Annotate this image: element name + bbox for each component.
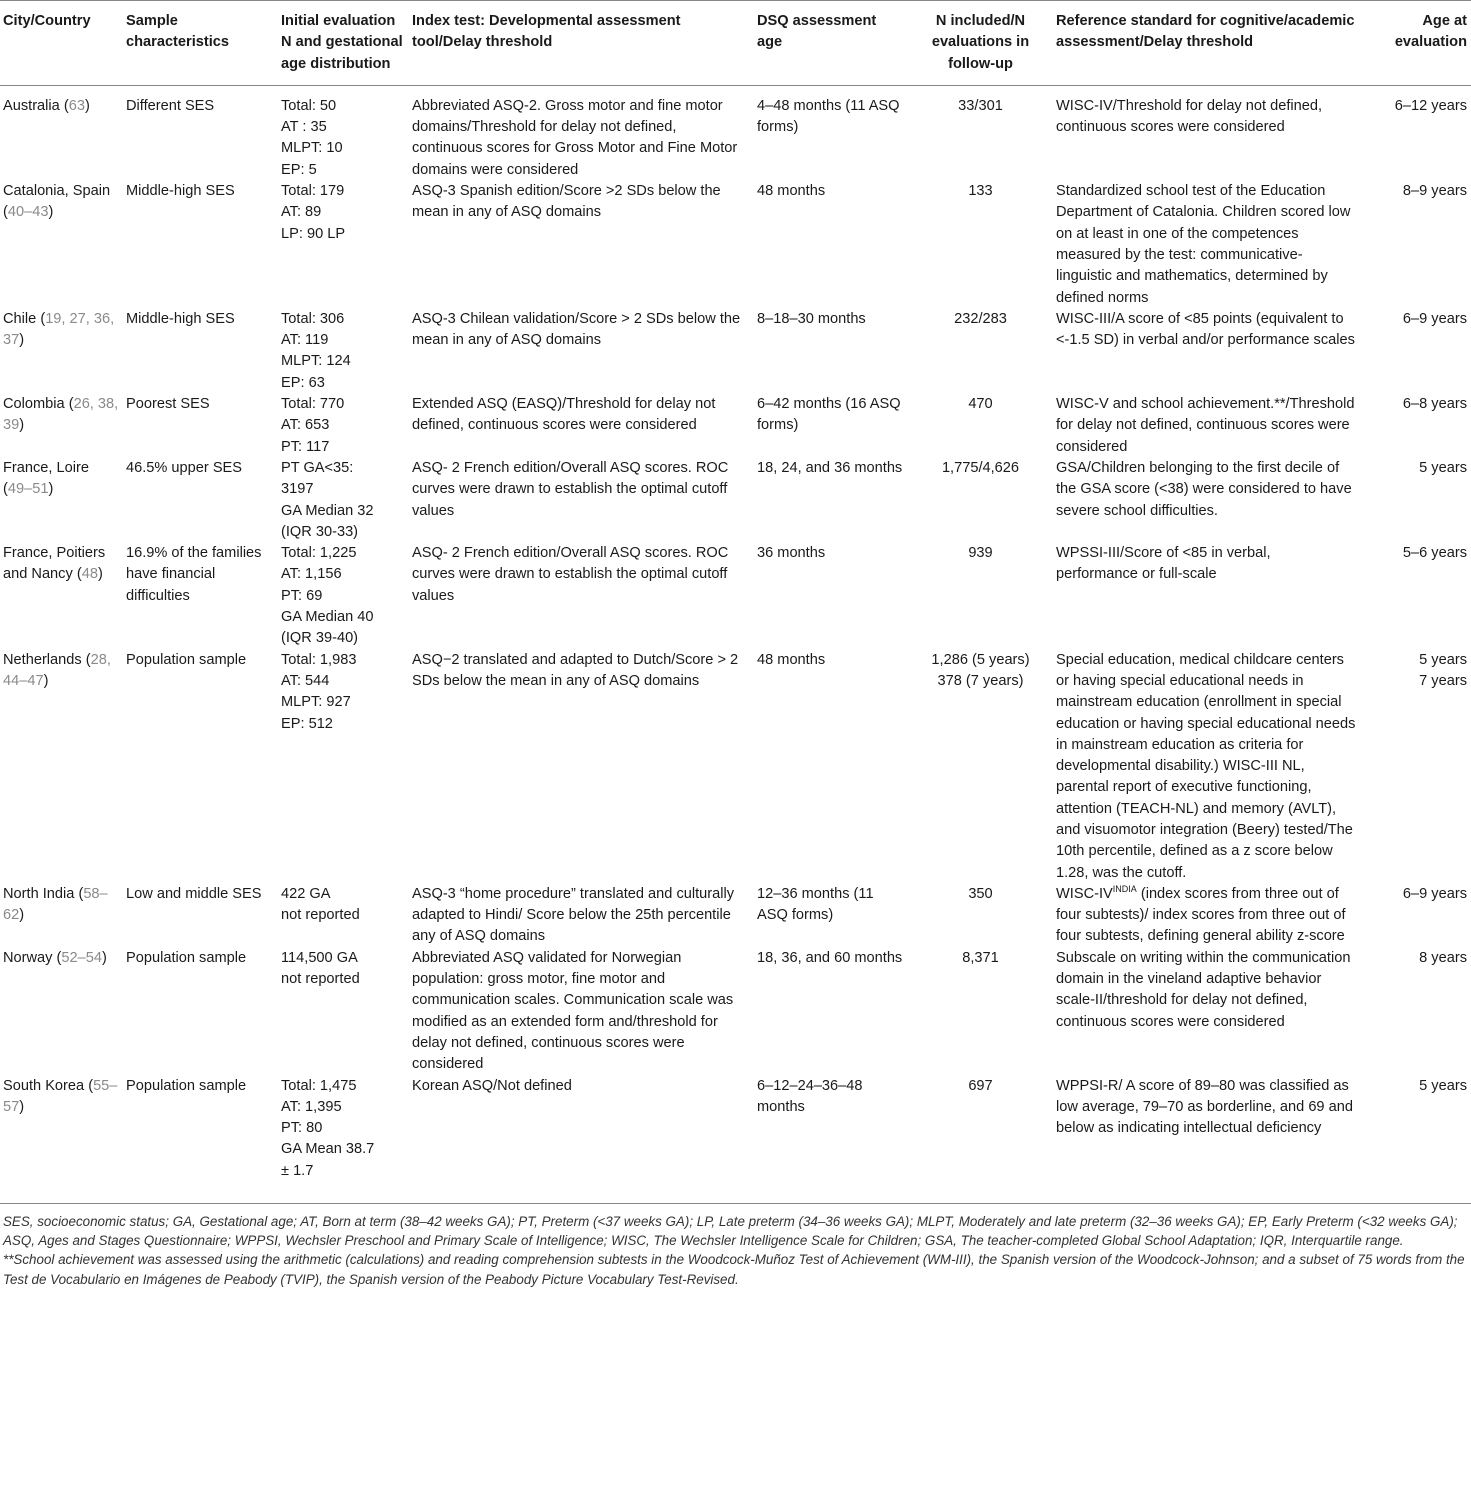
table-body bbox=[0, 85, 1471, 1203]
cell-initial bbox=[278, 181, 409, 309]
cell-n bbox=[909, 181, 1053, 309]
cell-ref bbox=[1053, 309, 1360, 394]
citation-refs: 55–57 bbox=[3, 1077, 118, 1115]
n-line: 232/283 bbox=[954, 310, 1007, 327]
dsq-text: 6–12–24–36–48 months bbox=[757, 1077, 863, 1115]
header-ref: Reference standard for cognitive/academic assessment/Delay threshold bbox=[1056, 13, 1355, 51]
cell-dsq bbox=[754, 650, 909, 884]
cell-index bbox=[409, 1076, 754, 1203]
table-row bbox=[0, 1076, 1471, 1203]
city-name: North India bbox=[3, 885, 75, 902]
n-line: 1,775/4,626 bbox=[941, 459, 1020, 476]
cell-index bbox=[409, 543, 754, 649]
city-name: Norway bbox=[3, 949, 53, 966]
citation-refs: 40–43 bbox=[7, 204, 49, 221]
initial-line: 3197 bbox=[281, 481, 314, 498]
citation-refs: 19, 27, 36, 37 bbox=[3, 310, 115, 349]
initial-line: ± 1.7 bbox=[281, 1162, 314, 1179]
header-dsq: DSQ assessment age bbox=[757, 13, 877, 51]
index-text: ASQ-3 Chilean validation/Score > 2 SDs below the mean in any of ASQ domains bbox=[412, 310, 741, 349]
initial-line: MLPT: 10 bbox=[281, 140, 343, 157]
age-line: 5 years bbox=[1419, 1077, 1467, 1094]
cell-city: Netherlands (28, 44–47) bbox=[3, 651, 111, 689]
index-text: ASQ-3 “home procedure” translated and culturally adapted to Hindi/ Score below the 25th percentile any of ASQ domains bbox=[412, 885, 735, 945]
initial-line: MLPT: 927 bbox=[281, 694, 351, 711]
initial-line: PT GA<35: bbox=[281, 459, 354, 476]
cell-n bbox=[909, 85, 1053, 181]
ref-text: Subscale on writing within the communication domain in the vineland adaptive behavior scale-II/threshold for delay not defined, continuous scores were considered bbox=[1056, 949, 1351, 1030]
initial-line: PT: 69 bbox=[281, 587, 323, 604]
ref-superscript: INDIA bbox=[1112, 884, 1137, 895]
ref-text: WPPSI-R/ A score of 89–80 was classified as low average, 79–70 as borderline, and 69 and below as indicating intellectual deficiency bbox=[1056, 1077, 1353, 1137]
cell-city: France, Loire (49–51) bbox=[3, 459, 89, 498]
header-row bbox=[0, 1, 1471, 86]
footnote-abbreviations: SES, socioeconomic status; GA, Gestational age; AT, Born at term (38–42 weeks GA); PT, Preterm (<37 weeks GA); LP, Late preterm (34–36 weeks GA); MLPT, Moderately and late preterm (32–36 weeks GA); EP, Early Preterm (<32 weeks GA); ASQ, Ages and Stages Questionnaire; WPPSI, Wechsler Preschool and Primary Scale of Intelligence; WISC, The Wechsler Intelligence Scale for Children; GSA, The teacher-completed Global School Adaptation; IQR, Interquartile range. bbox=[3, 1214, 1458, 1249]
cell-ref bbox=[1053, 85, 1360, 181]
table-row bbox=[0, 394, 1471, 458]
cell-city: France, Poitiers and Nancy (48) bbox=[3, 545, 106, 583]
cell-city: Chile (19, 27, 36, 37) bbox=[3, 310, 115, 349]
initial-line: EP: 5 bbox=[281, 161, 317, 178]
initial-line: AT: 1,156 bbox=[281, 566, 342, 583]
n-line: 133 bbox=[968, 183, 993, 200]
cell-dsq bbox=[754, 884, 909, 948]
n-line: 350 bbox=[968, 885, 993, 902]
cell-city: Catalonia, Spain (40–43) bbox=[3, 183, 111, 221]
initial-line: LP: 90 LP bbox=[281, 225, 346, 242]
index-text: ASQ- 2 French edition/Overall ASQ scores. ROC curves were drawn to establish the optimal cutoff values bbox=[412, 545, 729, 604]
n-line: 697 bbox=[968, 1077, 993, 1094]
initial-line: not reported bbox=[281, 907, 360, 924]
dsq-text: 48 months bbox=[757, 183, 826, 200]
cell-index bbox=[409, 85, 754, 181]
initial-line: GA Median 40 bbox=[281, 609, 374, 626]
age-line: 6–9 years bbox=[1402, 310, 1467, 327]
cell-n bbox=[909, 650, 1053, 884]
sample-text: Population sample bbox=[126, 651, 247, 668]
cell-dsq bbox=[754, 394, 909, 458]
cell-sample bbox=[123, 181, 278, 309]
initial-line: Total: 179 bbox=[281, 183, 345, 200]
cell-dsq bbox=[754, 948, 909, 1076]
table-row bbox=[0, 543, 1471, 649]
cell-sample bbox=[123, 650, 278, 884]
n-line: 8,371 bbox=[962, 949, 999, 966]
header-city: City/Country bbox=[3, 13, 91, 29]
ref-text: Standardized school test of the Education Department of Catalonia. Children scored low on at least in one of the competences measured by the test: communicative-linguistic and mathematics, determined by defined norms bbox=[1056, 183, 1351, 306]
index-text: ASQ-3 Spanish edition/Score >2 SDs below the mean in any of ASQ domains bbox=[412, 183, 721, 221]
initial-line: 114,500 GA bbox=[281, 949, 358, 966]
citation-refs: 58–62 bbox=[3, 885, 108, 924]
city-name: South Korea bbox=[3, 1077, 85, 1094]
index-text: ASQ−2 translated and adapted to Dutch/Score > 2 SDs below the mean in any of ASQ domains bbox=[412, 651, 739, 689]
city-name: France, Loire bbox=[3, 459, 89, 476]
cell-dsq bbox=[754, 85, 909, 181]
citation-refs: 49–51 bbox=[7, 481, 49, 498]
dsq-text: 36 months bbox=[757, 545, 826, 562]
cell-age bbox=[1360, 181, 1471, 309]
cell-city: North India (58–62) bbox=[3, 885, 108, 924]
ref-text: WISC-III/A score of <85 points (equivalent to <-1.5 SD) in verbal and/or performance scales bbox=[1056, 310, 1355, 349]
cell-age bbox=[1360, 85, 1471, 181]
table-row bbox=[0, 85, 1471, 181]
cell-dsq bbox=[754, 181, 909, 309]
cell-age bbox=[1360, 458, 1471, 543]
n-line: 1,286 (5 years) bbox=[931, 651, 1030, 668]
city-name: France, Poitiers and Nancy bbox=[3, 545, 106, 583]
index-text: Korean ASQ/Not defined bbox=[412, 1077, 572, 1094]
cell-dsq bbox=[754, 1076, 909, 1203]
initial-line: Total: 50 bbox=[281, 97, 337, 114]
ref-text: WPSSI-III/Score of <85 in verbal, performance or full-scale bbox=[1056, 545, 1271, 583]
index-text: Abbreviated ASQ-2. Gross motor and fine motor domains/Threshold for delay not defined, continuous scores for Gross Motor and Fine Motor domains were considered bbox=[412, 97, 738, 178]
initial-line: PT: 80 bbox=[281, 1120, 323, 1137]
sample-text: Poorest SES bbox=[126, 396, 210, 413]
cell-sample bbox=[123, 458, 278, 543]
age-line: 7 years bbox=[1419, 672, 1467, 689]
index-text: Extended ASQ (EASQ)/Threshold for delay not defined, continuous scores were considered bbox=[412, 396, 716, 434]
header-sample: Sample characteristics bbox=[126, 13, 230, 51]
city-name: Chile bbox=[3, 310, 37, 327]
cell-n bbox=[909, 543, 1053, 649]
cell-index bbox=[409, 884, 754, 948]
age-line: 6–12 years bbox=[1394, 97, 1467, 114]
table-footnotes bbox=[0, 1203, 1471, 1289]
initial-line: Total: 1,983 bbox=[281, 651, 357, 668]
citation-refs: 26, 38, 39 bbox=[3, 396, 119, 434]
dsq-text: 8–18–30 months bbox=[757, 310, 866, 327]
cell-sample bbox=[123, 1076, 278, 1203]
cell-initial bbox=[278, 1076, 409, 1203]
cell-ref bbox=[1053, 543, 1360, 649]
cell-age bbox=[1360, 948, 1471, 1076]
dsq-text: 18, 24, and 36 months bbox=[757, 459, 903, 476]
header-index: Index test: Developmental assessment tool/Delay threshold bbox=[412, 13, 681, 51]
initial-line: GA Mean 38.7 bbox=[281, 1141, 375, 1158]
initial-line: EP: 512 bbox=[281, 715, 333, 732]
header-age: Age at evaluation bbox=[1394, 13, 1467, 51]
cell-initial bbox=[278, 458, 409, 543]
cell-initial bbox=[278, 394, 409, 458]
cell-index bbox=[409, 650, 754, 884]
initial-line: PT: 117 bbox=[281, 438, 330, 455]
initial-line: AT: 653 bbox=[281, 417, 330, 434]
age-line: 8–9 years bbox=[1402, 183, 1467, 200]
cell-initial bbox=[278, 85, 409, 181]
cell-n bbox=[909, 948, 1053, 1076]
age-line: 6–9 years bbox=[1402, 885, 1467, 902]
sample-text: Middle-high SES bbox=[126, 183, 235, 200]
cell-initial bbox=[278, 543, 409, 649]
ref-text: Special education, medical childcare centers or having special educational needs in mainstream education (enrollment in special education or having special educational needs in mainstream education as criteria for developmental disability.) WISC-III NL, parental report of executive functioning, attention (TEACH-NL) and memory (AVLT), and visuomotor integration (Beery) tested/The 10th percentile, defined as a z score below 1.28, was the cutoff. bbox=[1056, 651, 1356, 881]
cell-sample bbox=[123, 884, 278, 948]
initial-line: AT: 89 bbox=[281, 204, 322, 221]
n-line: 470 bbox=[968, 396, 993, 413]
cell-age bbox=[1360, 309, 1471, 394]
ref-text: (index scores from three out of four subtests)/ index scores from three out of four subtests, defining general ability z-score bbox=[1056, 885, 1346, 945]
sample-text: Population sample bbox=[126, 949, 247, 966]
cell-ref bbox=[1053, 394, 1360, 458]
table-row bbox=[0, 309, 1471, 394]
initial-line: MLPT: 124 bbox=[281, 353, 351, 370]
cell-age bbox=[1360, 394, 1471, 458]
dsq-text: 4–48 months (11 ASQ forms) bbox=[757, 97, 900, 136]
city-name: Colombia bbox=[3, 396, 65, 413]
age-line: 5–6 years bbox=[1402, 545, 1467, 562]
cell-initial bbox=[278, 948, 409, 1076]
cell-index bbox=[409, 948, 754, 1076]
initial-line: GA Median 32 bbox=[281, 502, 374, 519]
initial-line: Total: 1,225 bbox=[281, 545, 357, 562]
cell-n bbox=[909, 394, 1053, 458]
cell-ref bbox=[1053, 181, 1360, 309]
n-line: 378 (7 years) bbox=[937, 672, 1024, 689]
citation-refs: 28, 44–47 bbox=[3, 651, 111, 689]
table-row bbox=[0, 884, 1471, 948]
n-line: 33/301 bbox=[958, 97, 1003, 114]
dsq-text: 48 months bbox=[757, 651, 826, 668]
index-text: Abbreviated ASQ validated for Norwegian population: gross motor, fine motor and communication scales. Communication scale was modified as an extended form and/threshold for delay not defined, continuous scores were considered bbox=[412, 949, 734, 1073]
cell-index bbox=[409, 181, 754, 309]
cell-sample bbox=[123, 394, 278, 458]
cell-sample bbox=[123, 85, 278, 181]
cell-sample bbox=[123, 309, 278, 394]
citation-refs: 52–54 bbox=[61, 949, 102, 966]
city-name: Australia bbox=[3, 97, 60, 114]
cell-sample bbox=[123, 543, 278, 649]
citation-refs: 48 bbox=[81, 566, 98, 583]
dsq-text: 6–42 months (16 ASQ forms) bbox=[757, 396, 901, 434]
header-initial: Initial evaluation N and gestational age distribution bbox=[281, 13, 403, 72]
cell-ref bbox=[1053, 884, 1360, 948]
cell-index bbox=[409, 458, 754, 543]
sample-text: Different SES bbox=[126, 97, 215, 114]
initial-line: AT : 35 bbox=[281, 119, 327, 136]
sample-text: Middle-high SES bbox=[126, 310, 235, 327]
cell-age bbox=[1360, 543, 1471, 649]
cell-index bbox=[409, 394, 754, 458]
initial-line: not reported bbox=[281, 971, 360, 988]
cell-dsq bbox=[754, 309, 909, 394]
cell-ref bbox=[1053, 1076, 1360, 1203]
cell-dsq bbox=[754, 458, 909, 543]
cell-age bbox=[1360, 650, 1471, 884]
footnote-school-achievement: **School achievement was assessed using the arithmetic (calculations) and reading comprehension subtests in the Woodcock-Muñoz Test of Achievement (WM-III), the Spanish version of the Woodcock-Johnson; and a subset of 75 words from the Test de Vocabulario en Imágenes de Peabody (TVIP), the Spanish version of the Peabody Picture Vocabulary Test-Revised. bbox=[3, 1252, 1465, 1287]
age-line: 8 years bbox=[1419, 949, 1467, 966]
cell-index bbox=[409, 309, 754, 394]
initial-line: 422 GA bbox=[281, 885, 331, 902]
ref-text: WISC-V and school achievement.**/Threshold for delay not defined, continuous scores were considered bbox=[1056, 396, 1355, 455]
age-line: 5 years bbox=[1419, 459, 1467, 476]
cell-ref bbox=[1053, 948, 1360, 1076]
dsq-text: 18, 36, and 60 months bbox=[757, 949, 903, 966]
cell-sample bbox=[123, 948, 278, 1076]
initial-line: AT: 1,395 bbox=[281, 1098, 342, 1115]
sample-text: 16.9% of the families have financial difficulties bbox=[126, 545, 262, 604]
cell-initial bbox=[278, 650, 409, 884]
cell-age bbox=[1360, 1076, 1471, 1203]
dsq-text: 12–36 months (11 ASQ forms) bbox=[757, 885, 874, 924]
cell-initial bbox=[278, 884, 409, 948]
ref-text: GSA/Children belonging to the first decile of the GSA score (<38) were considered to have severe school difficulties. bbox=[1056, 459, 1352, 519]
cell-city: South Korea (55–57) bbox=[3, 1077, 118, 1115]
cell-n bbox=[909, 884, 1053, 948]
age-line: 5 years bbox=[1419, 651, 1467, 668]
initial-line: Total: 306 bbox=[281, 310, 345, 327]
ref-text: WISC-IV/Threshold for delay not defined, continuous scores were considered bbox=[1056, 97, 1323, 136]
ref-prefix: WISC-IV bbox=[1056, 885, 1113, 902]
cell-ref bbox=[1053, 650, 1360, 884]
initial-line: (IQR 30-33) bbox=[281, 523, 359, 540]
table-row bbox=[0, 650, 1471, 884]
initial-line: AT: 544 bbox=[281, 672, 330, 689]
age-line: 6–8 years bbox=[1402, 396, 1467, 413]
cell-n bbox=[909, 458, 1053, 543]
cell-age bbox=[1360, 884, 1471, 948]
cell-city: Colombia (26, 38, 39) bbox=[3, 396, 119, 434]
sample-text: Population sample bbox=[126, 1077, 247, 1094]
cell-city: Norway (52–54) bbox=[3, 949, 107, 966]
city-name: Catalonia, Spain bbox=[3, 183, 111, 200]
table-row bbox=[0, 181, 1471, 309]
cell-city: Australia (63) bbox=[3, 97, 90, 114]
initial-line: Total: 1,475 bbox=[281, 1077, 357, 1094]
table-row bbox=[0, 458, 1471, 543]
index-text: ASQ- 2 French edition/Overall ASQ scores. ROC curves were drawn to establish the optimal cutoff values bbox=[412, 459, 729, 519]
initial-line: AT: 119 bbox=[281, 332, 329, 349]
cell-ref bbox=[1053, 458, 1360, 543]
initial-line: (IQR 39-40) bbox=[281, 630, 359, 647]
cell-dsq bbox=[754, 543, 909, 649]
cell-n bbox=[909, 1076, 1053, 1203]
city-name: Netherlands bbox=[3, 651, 82, 668]
sample-text: Low and middle SES bbox=[126, 885, 262, 902]
cell-initial bbox=[278, 309, 409, 394]
sample-text: 46.5% upper SES bbox=[126, 459, 243, 476]
header-n: N included/N evaluations in follow-up bbox=[931, 13, 1030, 72]
n-line: 939 bbox=[968, 545, 993, 562]
initial-line: Total: 770 bbox=[281, 396, 345, 413]
initial-line: EP: 63 bbox=[281, 374, 325, 391]
cell-n bbox=[909, 309, 1053, 394]
table-row bbox=[0, 948, 1471, 1076]
citation-refs: 63 bbox=[68, 97, 85, 114]
